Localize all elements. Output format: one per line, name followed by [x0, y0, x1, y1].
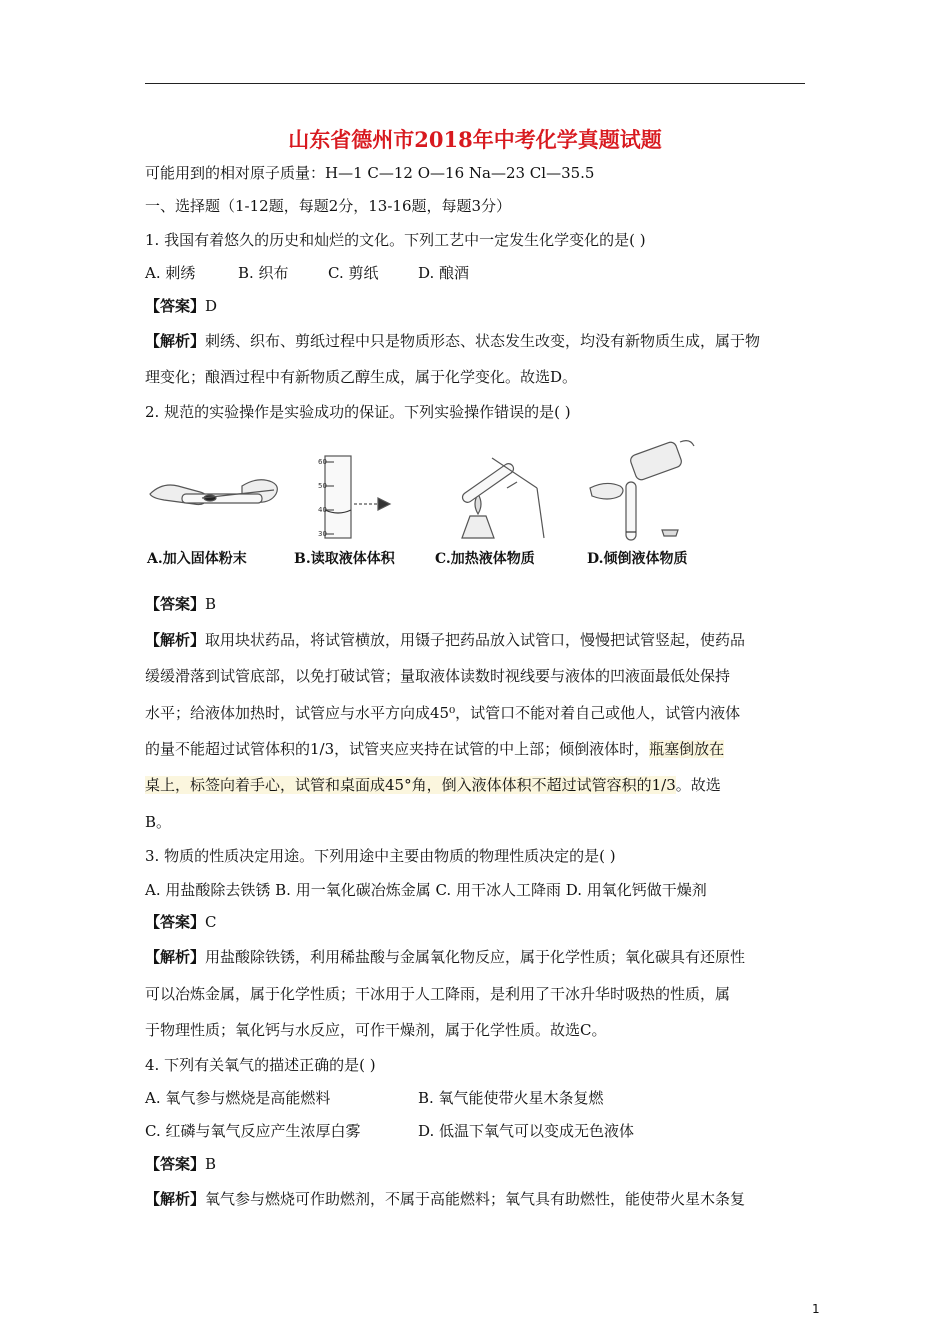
q4-analysis-1: 【解析】氧气参与燃烧可作助燃剂，不属于高能燃料；氧气具有助燃性，能使带火星木条复 [145, 1190, 746, 1208]
q1-stem: 1. 我国有着悠久的历史和灿烂的文化。下列工艺中一定发生化学变化的是( ) [145, 231, 646, 249]
q2-stem: 2. 规范的实验操作是实验成功的保证。下列实验操作错误的是( ) [145, 403, 571, 421]
q4-option-d: D. 低温下氧气可以变成无色液体 [418, 1122, 635, 1140]
figure-c-heat-liquid [461, 458, 544, 538]
analysis-label: 【解析】 [145, 631, 206, 649]
q4-option-c: C. 红磷与氧气反应产生浓厚白雾 [145, 1122, 361, 1140]
q1-answer [145, 296, 217, 316]
header-rule [145, 83, 805, 84]
q2-analysis-4: 的量不能超过试管体积的1/3，试管夹应夹持在试管的中上部；倾倒液体时，瓶塞倒放在 [145, 740, 725, 758]
q4-stem: 4. 下列有关氧气的描述正确的是( ) [145, 1056, 376, 1074]
analysis-label: 【解析】 [145, 948, 206, 966]
q2-figures [142, 428, 732, 578]
tick-60: 60 [318, 458, 327, 466]
q3-stem: 3. 物质的性质决定用途。下列用途中主要由物质的物理性质决定的是( ) [145, 847, 616, 865]
page-number: 1 [812, 1302, 820, 1316]
caption-d: D.倾倒液体物质 [587, 551, 688, 567]
q2-analysis-2: 缓缓滑落到试管底部，以免打破试管；量取液体读数时视线要与液体的凹液面最低处保持 [145, 667, 731, 685]
q1-analysis-2: 理变化；酿酒过程中有新物质乙醇生成，属于化学变化。故选D。 [145, 368, 578, 386]
analysis-label: 【解析】 [145, 332, 206, 350]
q2-analysis-5: 桌上，标签向着手心，试管和桌面成45°角，倒入液体体积不超过试管容积的1/3。故选 [145, 776, 721, 794]
q4-option-a: A. 氧气参与燃烧是高能燃料 [145, 1089, 331, 1107]
section-heading: 一、选择题（1-12题，每题2分，13-16题，每题3分） [145, 197, 512, 215]
q2-answer [145, 594, 216, 614]
tick-40: 40 [318, 506, 327, 514]
highlighted-text: 瓶塞倒放在 [649, 740, 725, 758]
figure-b-read-volume [325, 456, 390, 538]
q1-option-d: D. 酿酒 [418, 264, 470, 282]
figure-a-add-powder [150, 480, 277, 505]
q1-analysis-1: 【解析】刺绣、织布、剪纸过程中只是物质形态、状态发生改变，均没有新物质生成，属于物 [145, 332, 761, 350]
answer-value: B [205, 595, 217, 613]
q3-analysis-1: 【解析】用盐酸除铁锈，利用稀盐酸与金属氧化物反应，属于化学性质；氧化碳具有还原性 [145, 948, 746, 966]
q3-options: A. 用盐酸除去铁锈 B. 用一氧化碳冶炼金属 C. 用干冰人工降雨 D. 用氧化钙做干燥剂 [145, 881, 707, 899]
q1-option-b: B. 织布 [238, 264, 289, 282]
highlighted-text: 桌上，标签向着手心，试管和桌面成45°角，倒入液体体积不超过试管容积的1/3 [145, 776, 676, 794]
tick-30: 30 [318, 530, 327, 538]
tick-50: 50 [318, 482, 327, 490]
q1-option-a: A. 刺绣 [145, 264, 196, 282]
page-title: 山东省德州市2018年中考化学真题试题 [288, 127, 662, 152]
q1-option-c: C. 剪纸 [328, 264, 379, 282]
q4-option-b: B. 氧气能使带火星木条复燃 [418, 1089, 604, 1107]
answer-label: 【答案】 [145, 1155, 206, 1173]
q3-analysis-3: 于物理性质；氧化钙与水反应，可作干燥剂，属于化学性质。故选C。 [145, 1021, 607, 1039]
caption-b: B.读取液体体积 [294, 551, 395, 567]
answer-label: 【答案】 [145, 297, 206, 315]
caption-c: C.加热液体物质 [435, 551, 535, 567]
figure-d-pour-liquid [590, 441, 694, 540]
analysis-label: 【解析】 [145, 1190, 206, 1208]
answer-label: 【答案】 [145, 913, 206, 931]
answer-value: D [205, 297, 218, 315]
answer-label: 【答案】 [145, 595, 206, 613]
answer-value: B [205, 1155, 217, 1173]
q2-analysis-1: 【解析】取用块状药品，将试管横放，用镊子把药品放入试管口，慢慢把试管竖起，使药品 [145, 631, 746, 649]
q3-answer [145, 912, 217, 932]
lab-figures-svg [142, 428, 732, 543]
q3-analysis-2: 可以冶炼金属，属于化学性质；干冰用于人工降雨，是利用了干冰升华时吸热的性质，属 [145, 985, 731, 1003]
caption-a: A.加入固体粉末 [147, 551, 247, 567]
answer-value: C [205, 913, 217, 931]
q2-analysis-3: 水平；给液体加热时，试管应与水平方向成45⁰，试管口不能对着自己或他人，试管内液体 [145, 704, 741, 722]
atomic-masses: 可能用到的相对原子质量：H—1 C—12 O—16 Na—23 Cl—35.5 [145, 164, 595, 182]
q4-answer [145, 1154, 216, 1174]
q2-analysis-6: B。 [145, 813, 172, 831]
